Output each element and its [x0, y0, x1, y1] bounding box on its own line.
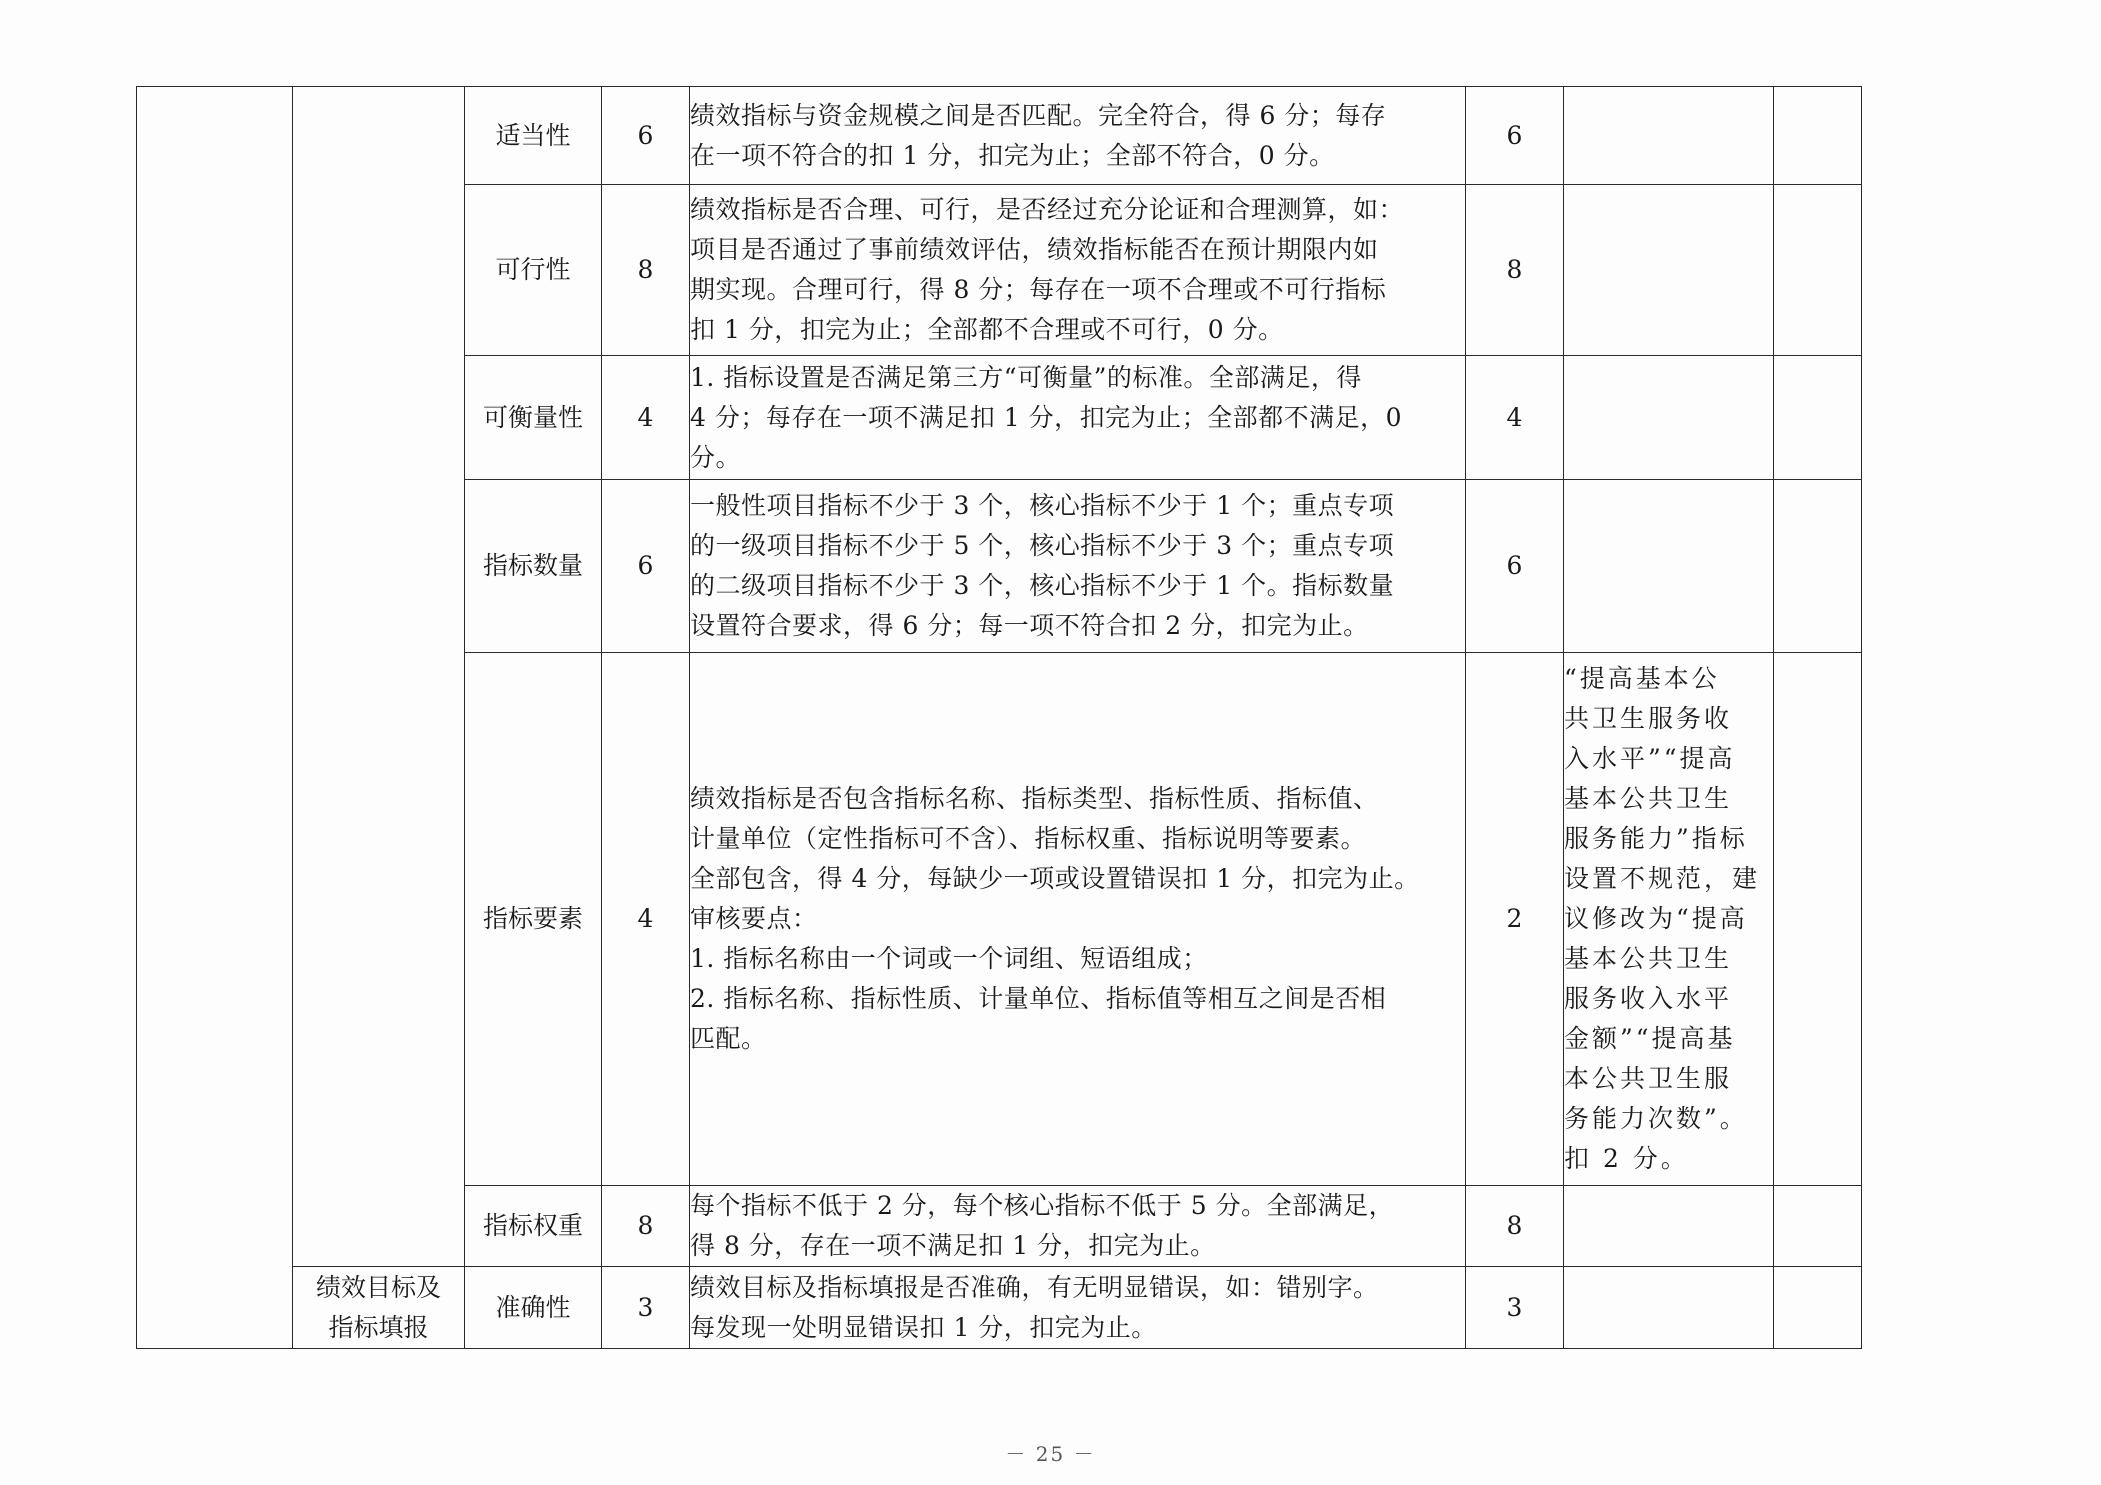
indicator-weight: 6	[602, 480, 690, 653]
evaluation-table	[136, 86, 1862, 1349]
criteria-line: 每个指标不低于 2 分，每个核心指标不低于 5 分。全部满足，	[690, 1191, 1395, 1220]
score-cell: 6	[1466, 480, 1564, 653]
criteria-line: 的二级项目指标不少于 3 个，核心指标不少于 1 个。指标数量	[690, 571, 1395, 600]
criteria-line: 1. 指标名称由一个词或一个词组、短语组成；	[690, 944, 1208, 973]
note-line: 入水平”“提高	[1564, 744, 1736, 773]
criteria-cell	[690, 653, 1466, 1186]
note-cell	[1564, 87, 1774, 185]
score-cell: 6	[1466, 87, 1564, 185]
criteria-line: 绩效指标是否合理、可行，是否经过充分论证和合理测算，如：	[690, 195, 1405, 224]
criteria-line: 审核要点：	[690, 904, 818, 933]
remark-cell	[1774, 185, 1862, 356]
score-cell: 3	[1466, 1267, 1564, 1349]
note-cell	[1564, 480, 1774, 653]
criteria-line: 每发现一处明显错误扣 1 分，扣完为止。	[690, 1312, 1157, 1342]
criteria-line: 的一级项目指标不少于 5 个，核心指标不少于 3 个；重点专项	[690, 531, 1395, 560]
note-line: 议修改为“提高	[1564, 904, 1748, 933]
table-row	[137, 1267, 1862, 1349]
remark-cell	[1774, 653, 1862, 1186]
indicator-name: 指标要素	[465, 653, 602, 1186]
criteria-cell	[690, 1186, 1466, 1267]
note-line: 基本公共卫生	[1564, 784, 1733, 813]
indicator-weight: 4	[602, 356, 690, 480]
criteria-line: 匹配。	[690, 1024, 767, 1053]
criteria-line: 1. 指标设置是否满足第三方“可衡量”的标准。全部满足，得	[690, 362, 1362, 392]
criteria-line: 一般性项目指标不少于 3 个，核心指标不少于 1 个；重点专项	[690, 491, 1395, 520]
note-line: 服务收入水平	[1564, 984, 1733, 1013]
note-line: 务能力次数”。	[1564, 1104, 1748, 1133]
criteria-cell	[690, 1267, 1466, 1349]
indicator-name: 指标数量	[465, 480, 602, 653]
note-line: 基本公共卫生	[1564, 944, 1733, 973]
level2-category-cell	[293, 87, 465, 1267]
criteria-cell	[690, 480, 1466, 653]
note-line: 扣 2 分。	[1564, 1144, 1689, 1173]
level2-category-label	[293, 1267, 465, 1349]
indicator-weight: 8	[602, 185, 690, 356]
note-line: 本公共卫生服	[1564, 1064, 1733, 1093]
score-cell: 4	[1466, 356, 1564, 480]
level2-label-line: 指标填报	[328, 1312, 429, 1342]
indicator-name: 适当性	[465, 87, 602, 185]
indicator-name: 可衡量性	[465, 356, 602, 480]
remark-cell	[1774, 1186, 1862, 1267]
criteria-line: 绩效指标是否包含指标名称、指标类型、指标性质、指标值、	[690, 784, 1379, 813]
page-number: － 25 －	[1005, 1442, 1096, 1466]
score-cell: 8	[1466, 1186, 1564, 1267]
remark-cell	[1774, 1267, 1862, 1349]
criteria-line: 得 8 分，存在一项不满足扣 1 分，扣完为止。	[690, 1231, 1216, 1260]
table-row	[137, 87, 1862, 185]
criteria-line: 分。	[690, 442, 742, 472]
indicator-weight: 6	[602, 87, 690, 185]
indicator-name: 准确性	[465, 1267, 602, 1349]
criteria-cell	[690, 87, 1466, 185]
indicator-name: 可行性	[465, 185, 602, 356]
criteria-line: 设置符合要求，得 6 分；每一项不符合扣 2 分，扣完为止。	[690, 611, 1369, 640]
level1-category-cell	[137, 87, 293, 1349]
criteria-line: 4 分；每存在一项不满足扣 1 分，扣完为止；全部都不满足，0	[690, 402, 1403, 432]
note-cell	[1564, 1267, 1774, 1349]
criteria-line: 项目是否通过了事前绩效评估，绩效指标能否在预计期限内如	[690, 235, 1379, 264]
criteria-line: 全部包含，得 4 分，每缺少一项或设置错误扣 1 分，扣完为止。	[690, 864, 1420, 893]
score-cell: 2	[1466, 653, 1564, 1186]
remark-cell	[1774, 356, 1862, 480]
note-cell	[1564, 653, 1774, 1186]
criteria-line: 在一项不符合的扣 1 分，扣完为止；全部不符合，0 分。	[690, 140, 1335, 170]
remark-cell	[1774, 480, 1862, 653]
score-cell: 8	[1466, 185, 1564, 356]
criteria-line: 期实现。合理可行，得 8 分；每存在一项不合理或不可行指标	[690, 275, 1387, 304]
indicator-weight: 3	[602, 1267, 690, 1349]
criteria-line: 2. 指标名称、指标性质、计量单位、指标值等相互之间是否相	[690, 984, 1387, 1013]
note-cell	[1564, 185, 1774, 356]
note-line: 服务能力”指标	[1564, 824, 1748, 853]
criteria-cell	[690, 356, 1466, 480]
note-line: 金额”“提高基	[1564, 1024, 1736, 1053]
note-line: “提高基本公	[1564, 664, 1720, 693]
indicator-name: 指标权重	[465, 1186, 602, 1267]
remark-cell	[1774, 87, 1862, 185]
criteria-line: 计量单位（定性指标可不含）、指标权重、指标说明等要素。	[690, 824, 1367, 853]
criteria-line: 绩效指标与资金规模之间是否匹配。完全符合，得 6 分；每存	[690, 100, 1387, 130]
criteria-line: 扣 1 分，扣完为止；全部都不合理或不可行，0 分。	[690, 315, 1284, 344]
note-line: 设置不规范，建	[1564, 864, 1761, 893]
criteria-line: 绩效目标及指标填报是否准确，有无明显错误，如：错别字。	[690, 1272, 1379, 1302]
note-line: 共卫生服务收	[1564, 704, 1733, 733]
criteria-cell	[690, 185, 1466, 356]
note-cell	[1564, 356, 1774, 480]
level2-label-line: 绩效目标及	[315, 1272, 441, 1302]
indicator-weight: 4	[602, 653, 690, 1186]
note-cell	[1564, 1186, 1774, 1267]
indicator-weight: 8	[602, 1186, 690, 1267]
